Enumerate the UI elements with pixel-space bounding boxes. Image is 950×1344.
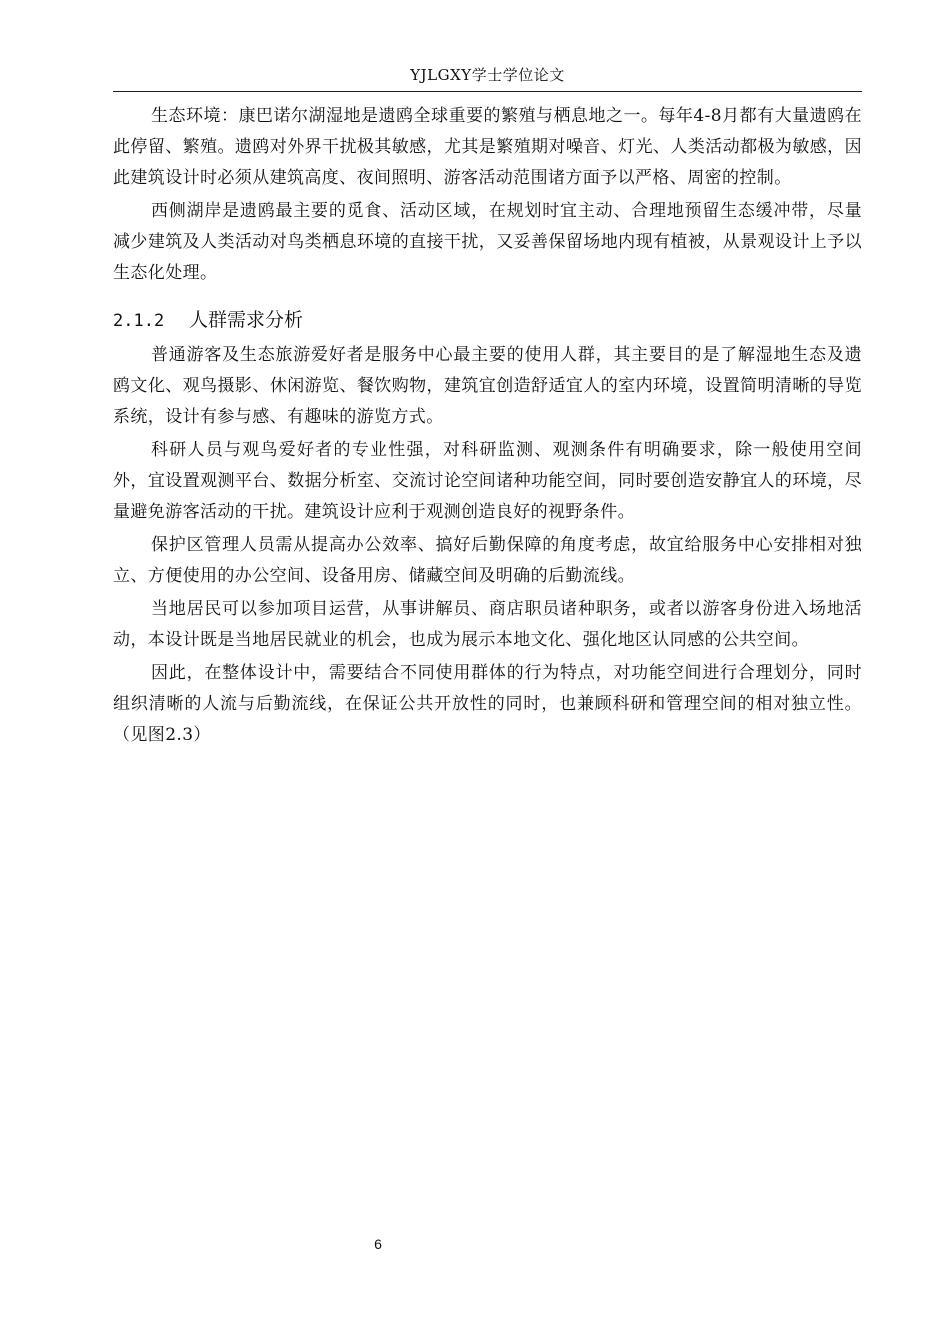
paragraph-conclusion: 因此，在整体设计中，需要结合不同使用群体的行为特点，对功能空间进行合理划分，同时组织清晰的人流与后勤流线，在保证公共开放性的同时，也兼顾科研和管理空间的相对独立性。（见图2.3） (113, 663, 862, 745)
paragraph-ecology: 生态环境：康巴诺尔湖湿地是遗鸥全球重要的繁殖与栖息地之一。每年4-8月都有大量遗鸥在此停留、繁殖。遗鸥对外界干扰极其敏感，尤其是繁殖期对噪音、灯光、人类活动都极为敏感，因此建筑设计时必须从建筑高度、夜间照明、游客活动范围诸方面予以严格、周密的控制。 (113, 106, 862, 188)
section-number: 2.1.2 (113, 311, 165, 331)
paragraph-visitors: 普通游客及生态旅游爱好者是服务中心最主要的使用人群，其主要目的是了解湿地生态及遗鸥文化、观鸟摄影、休闲游览、餐饮购物，建筑宜创造舒适宜人的室内环境，设置简明清晰的导览系统，设计有参与感、有趣味的游览方式。 (113, 345, 862, 427)
paragraph-researchers: 科研人员与观鸟爱好者的专业性强，对科研监测、观测条件有明确要求，除一般使用空间外，宜设置观测平台、数据分析室、交流讨论空间诸种功能空间，同时要创造安静宜人的环境，尽量避免游客活动的干扰。建筑设计应利于观测创造良好的视野条件。 (113, 440, 862, 522)
section-title: 人群需求分析 (189, 309, 304, 331)
running-header: YJLGXY学士学位论文 (410, 66, 565, 84)
page-number: 6 (374, 1236, 382, 1252)
paragraph-managers: 保护区管理人员需从提高办公效率、搞好后勤保障的角度考虑，故宜给服务中心安排相对独立、方便使用的办公空间、设备用房、储藏空间及明确的后勤流线。 (113, 535, 862, 586)
page-body (113, 101, 862, 751)
paragraph-west-shore: 西侧湖岸是遗鸥最主要的觅食、活动区域，在规划时宜主动、合理地预留生态缓冲带，尽量减少建筑及人类活动对鸟类栖息环境的直接干扰，又妥善保留场地内现有植被，从景观设计上予以生态化处理。 (113, 201, 862, 283)
section-heading (113, 305, 862, 336)
header-rule (113, 91, 862, 92)
paragraph-residents: 当地居民可以参加项目运营，从事讲解员、商店职员诸种职务，或者以游客身份进入场地活动，本设计既是当地居民就业的机会，也成为展示本地文化、强化地区认同感的公共空间。 (113, 599, 862, 650)
